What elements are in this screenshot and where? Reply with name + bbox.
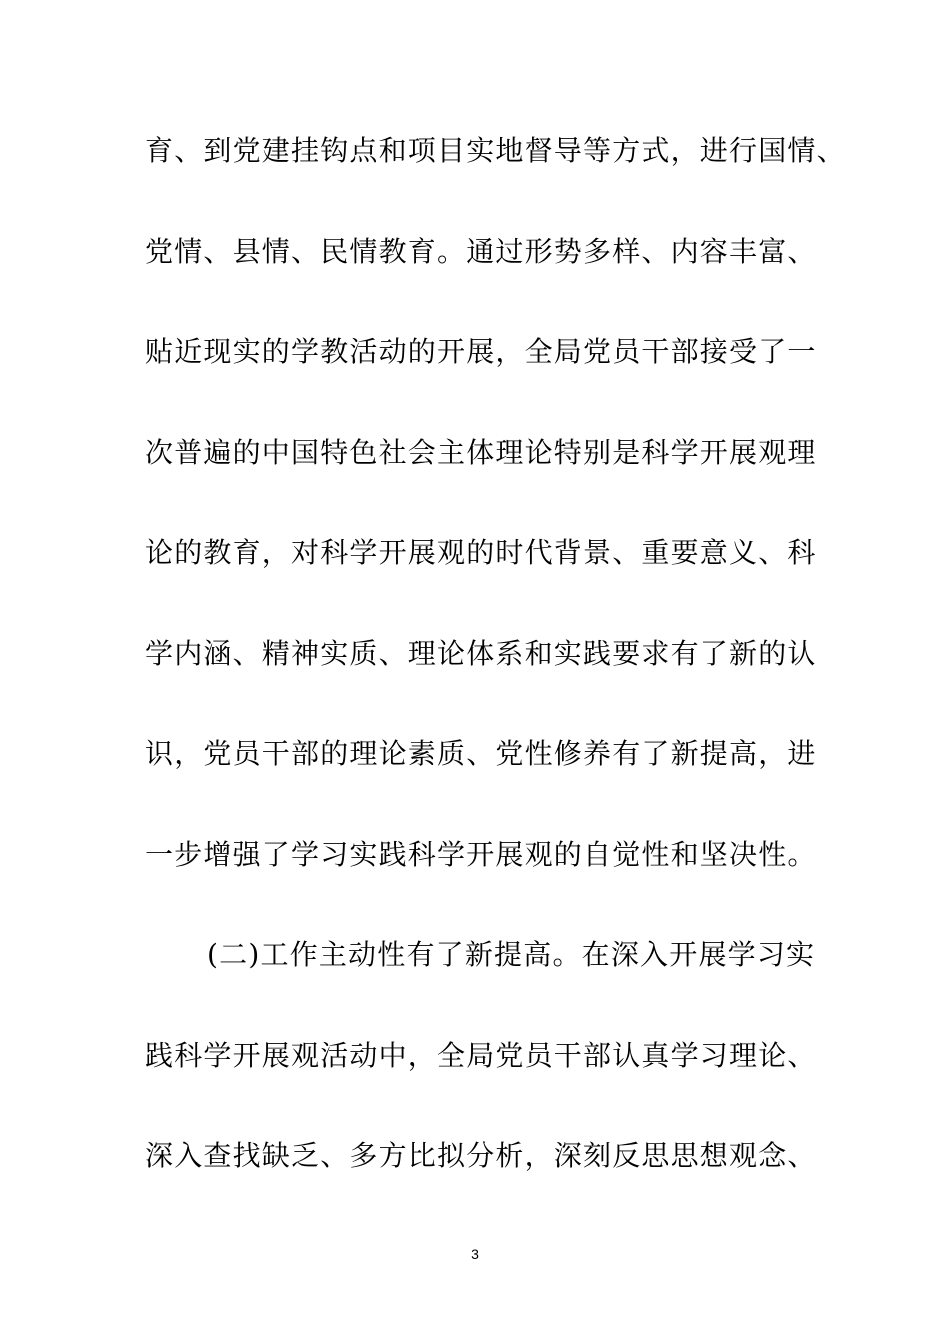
- text-line: 贴近现实的学教活动的开展，全局党员干部接受了一: [145, 335, 817, 368]
- text-line: 深入查找缺乏、多方比拟分析，深刻反思思想观念、: [145, 1139, 817, 1172]
- section-heading-line: (二)工作主动性有了新提高。在深入开展学习实: [207, 938, 816, 971]
- text-line: 论的教育，对科学开展观的时代背景、重要意义、科: [145, 536, 817, 569]
- text-line: 次普遍的中国特色社会主体理论特别是科学开展观理: [145, 435, 817, 469]
- text-line: 践科学开展观活动中，全局党员干部认真学习理论、: [145, 1038, 817, 1072]
- text-line: 育、到党建挂钩点和项目实地督导等方式，进行国情、: [145, 134, 846, 167]
- body-text: [145, 126, 845, 1232]
- text-line: 学内涵、精神实质、理论体系和实践要求有了新的认: [145, 636, 817, 670]
- page-number: 3: [471, 1246, 479, 1262]
- text-line: 识，党员干部的理论素质、党性修养有了新提高，进: [145, 737, 817, 770]
- text-line: 一步增强了学习实践科学开展观的自觉性和坚决性。: [145, 837, 817, 871]
- text-line: 党情、县情、民情教育。通过形势多样、内容丰富、: [145, 234, 817, 268]
